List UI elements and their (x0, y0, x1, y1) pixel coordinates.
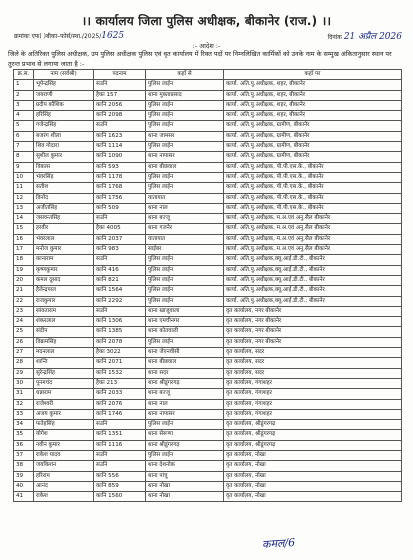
cell-name: नवीन कुमार (34, 440, 94, 450)
table-row (14, 142, 402, 152)
table-row (14, 450, 402, 460)
cell-designation: कानि 2098 (94, 111, 146, 121)
cell-name: राजकुमार (34, 296, 94, 306)
cell-serial: 39 (14, 471, 34, 481)
cell-serial: 18 (14, 255, 34, 265)
cell-serial: 3 (14, 100, 34, 110)
cell-serial: 4 (14, 111, 34, 121)
cell-from: थाना बीछवाल (146, 162, 224, 172)
cell-serial: 28 (14, 358, 34, 368)
cell-designation: कानि 1532 (94, 368, 146, 378)
table-row (14, 430, 402, 440)
cell-name: जयराणी (34, 90, 94, 100)
cell-from: थाना नापासर (146, 409, 224, 419)
cell-serial: 27 (14, 348, 34, 358)
table-row (14, 327, 402, 337)
cell-designation: कानि 1116 (94, 440, 146, 450)
cell-name: अजय कुमार (34, 409, 94, 419)
cell-from: थाना मुक्ताप्रसाद (146, 90, 224, 100)
cell-designation: सउनि (94, 80, 146, 90)
cell-serial: 34 (14, 420, 34, 430)
table-row (14, 214, 402, 224)
cell-to: वृत कार्यालय, नगर बीकानेर (224, 327, 402, 337)
cell-serial: 40 (14, 481, 34, 491)
cell-to: कार्या. अति.पु.अधीक्षक, शहर, बीकानेर (224, 90, 402, 100)
cell-to: कार्या. अति.पु.अधीक्षक, पी.पी.एस.के., बीकानेर (224, 172, 402, 182)
cell-serial: 22 (14, 296, 34, 306)
table-row (14, 90, 402, 100)
cell-to: कार्या. अति.पु.अधीक्षक,क्यू.आई.डी.टी., बीकानेर (224, 296, 402, 306)
cell-to: कार्या. अति.पु.अधीक्षक, पी.पी.एस.के., बीकानेर (224, 162, 402, 172)
cell-to: वृत कार्यालय, गंगाशहर (224, 399, 402, 409)
cell-to: वृत कार्यालय, नोखा (224, 450, 402, 460)
cell-from: थाना जामसर (146, 131, 224, 141)
cell-from: थाना श्रीडूंगरगढ़ (146, 378, 224, 388)
cell-designation: सउनि (94, 461, 146, 471)
cell-from: साईबर (146, 245, 224, 255)
cell-from: थाना श्रीडूंगरगढ़ (146, 440, 224, 450)
cell-to: वृत कार्यालय, गंगाशहर (224, 409, 402, 419)
cell-serial: 13 (14, 203, 34, 213)
order-intro-paragraph: जिले के अतिरिक्त पुलिस अधीक्षक, उप पुलिस अधीक्षक पुलिस एवं वृत कार्यालय में रिक्त पदों पर निम्नलिखित कार्मिकों को उनके नाम के सम्मुख अंकितानुसार स्थान पर तुरन्त प्रभाव से लगाया जाता है :- (8, 50, 392, 68)
cell-name: भूपेन्द्रसिंह (34, 80, 94, 90)
cell-designation: कानि 509 (94, 203, 146, 213)
cell-serial: 2 (14, 90, 34, 100)
cell-name: राकेश यादव (34, 450, 94, 460)
cell-serial: 15 (14, 224, 34, 234)
cell-name: सुशील कुमार (34, 152, 94, 162)
cell-to: कार्या. अति.पु.अधीक्षक, म.अ.एवं अनु.सैल बीकानेर (224, 234, 402, 244)
cell-name: राकेश (34, 492, 94, 502)
cell-to: कार्या. अति.पु.अधीक्षक,क्यू.आई.डी.टी., बीकानेर (224, 265, 402, 275)
header-name: नाम (सर्वश्री) (34, 70, 94, 80)
cell-serial: 26 (14, 337, 34, 347)
cell-to: वृत कार्यालय, नोखा (224, 471, 402, 481)
cell-designation: कानि 1351 (94, 430, 146, 440)
cell-serial: 7 (14, 142, 34, 152)
cell-designation: कानि 1768 (94, 183, 146, 193)
cell-designation: कानि 416 (94, 265, 146, 275)
cell-designation: कानि 2071 (94, 358, 146, 368)
table-row (14, 409, 402, 419)
cell-serial: 36 (14, 440, 34, 450)
cell-name: जयकिशन (34, 461, 94, 471)
cell-serial: 21 (14, 286, 34, 296)
cell-name: प्रदीप कौशिक (34, 100, 94, 110)
cell-designation: कानि 1385 (94, 327, 146, 337)
cell-from: थाना बज्जू (146, 214, 224, 224)
cell-to: वृत कार्यालय, सदर (224, 348, 402, 358)
cell-designation: कानि 2056 (94, 100, 146, 110)
cell-name: पूनमचंद (34, 378, 94, 388)
cell-serial: 31 (14, 389, 34, 399)
header-serial: क्र.स. (14, 70, 34, 80)
table-row (14, 440, 402, 450)
cell-name: धन्नाराम (34, 389, 94, 399)
cell-from: पुलिस लाईन (146, 255, 224, 265)
cell-from: थाना बज्जू (146, 389, 224, 399)
cell-name: शंकरलाल (34, 317, 94, 327)
cell-serial: 30 (14, 378, 34, 388)
cell-to: कार्या. अति.पु.अधीक्षक, म.अ.एवं अनु.सैल बीकानेर (224, 224, 402, 234)
handwritten-signature: कमल/6 (261, 535, 296, 552)
table-row (14, 193, 402, 203)
table-row (14, 389, 402, 399)
cell-from: पुलिस लाईन (146, 296, 224, 306)
cell-from: थाना नोखा (146, 492, 224, 502)
cell-name: कृष्णकुमार (34, 265, 94, 275)
cell-from: थाना गजनेर (146, 224, 224, 234)
cell-designation: हैका 3022 (94, 348, 146, 358)
table-row (14, 471, 402, 481)
cell-designation: कानि 859 (94, 481, 146, 491)
cell-designation: कानि 2033 (94, 389, 146, 399)
header-designation: पदनाम (94, 70, 146, 80)
cell-from: थाना पांचू (146, 471, 224, 481)
cell-to: वृत कार्यालय, श्रीडूंगरगढ़ (224, 420, 402, 430)
table-row (14, 100, 402, 110)
table-row (14, 80, 402, 90)
cell-serial: 11 (14, 183, 34, 193)
cell-designation: हैका 157 (94, 90, 146, 100)
cell-to: कार्या. अति.पु.अधीक्षक, शहर, बीकानेर (224, 80, 402, 90)
cell-to: वृत कार्यालय, गंगाशहर (224, 389, 402, 399)
cell-name: राजेश्वरी (34, 399, 94, 409)
cell-designation: कानि 1178 (94, 172, 146, 182)
cell-from: पुलिस लाईन (146, 80, 224, 90)
cell-designation: सउनि (94, 450, 146, 460)
date-prefix: दिनांक (327, 34, 342, 41)
cell-from: यातायात (146, 193, 224, 203)
cell-from: पुलिस लाईन (146, 450, 224, 460)
cell-serial: 19 (14, 265, 34, 275)
cell-from: थाना देशनोक (146, 461, 224, 471)
cell-name: हरिसिंह (34, 111, 94, 121)
cell-name: विक्रमसिंह (34, 337, 94, 347)
reference-block (14, 31, 124, 41)
table-row (14, 368, 402, 378)
cell-designation: सउनि (94, 420, 146, 430)
table-row (14, 317, 402, 327)
cell-designation: कानि 983 (94, 245, 146, 255)
table-row (14, 234, 402, 244)
cell-designation: हैका 4005 (94, 224, 146, 234)
cell-name: मदनलाल (34, 348, 94, 358)
cell-from: थाना नाल (146, 203, 224, 213)
cell-serial: 20 (14, 275, 34, 285)
cell-name: विकास (34, 162, 94, 172)
cell-designation: सउनि (94, 214, 146, 224)
office-title: ।। कार्यालय जिला पुलिस अधीक्षक, बीकानेर (राज.) ।। (81, 14, 332, 28)
table-header-row (14, 70, 402, 80)
cell-from: पुलिस लाईन (146, 172, 224, 182)
cell-to: कार्या. अति.पु.अधीक्षक, पी.पी.एस.के., बीकानेर (224, 183, 402, 193)
cell-serial: 38 (14, 461, 34, 471)
cell-from: थाना जेएनवीसी (146, 348, 224, 358)
cell-name: जसवन्तसिंह (34, 214, 94, 224)
cell-designation: कानि 593 (94, 162, 146, 172)
cell-designation: कानि 1560 (94, 492, 146, 502)
cell-serial: 12 (14, 193, 34, 203)
cell-designation: कानि 1114 (94, 142, 146, 152)
cell-to: कार्या. अति.पु.अधीक्षक, शहर, बीकानेर (224, 100, 402, 110)
table-row (14, 296, 402, 306)
cell-to: कार्या. अति.पु.अधीक्षक, शहर, बीकानेर (224, 111, 402, 121)
cell-designation: सउनि (94, 255, 146, 265)
reference-prefix: क्रमांकः एफ( )बीका–फोर्स/स्था./2025/ (14, 32, 102, 40)
cell-name: हैलेन्द्रपाल (34, 286, 94, 296)
cell-name: भंवरलाल (34, 234, 94, 244)
cell-designation: कानि 2078 (94, 337, 146, 347)
cell-from: पुलिस लाईन (146, 337, 224, 347)
cell-serial: 25 (14, 327, 34, 337)
cell-from: थाना नाल (146, 399, 224, 409)
cell-designation: कानि 1306 (94, 317, 146, 327)
table-row (14, 286, 402, 296)
table-row (14, 172, 402, 182)
cell-to: वृत कार्यालय, गंगाशहर (224, 378, 402, 388)
cell-serial: 32 (14, 399, 34, 409)
cell-to: वृत कार्यालय, नोखा (224, 492, 402, 502)
table-row (14, 162, 402, 172)
cell-serial: 33 (14, 409, 34, 419)
table-row (14, 481, 402, 491)
cell-to: वृत कार्यालय, नगर बीकानेर (224, 317, 402, 327)
table-row (14, 358, 402, 368)
cell-from: थाना कोतवाली (146, 327, 224, 337)
cell-serial: 41 (14, 492, 34, 502)
cell-to: कार्या. अति.पु.अधीक्षक, ग्रामीण, बीकानेर (224, 131, 402, 141)
cell-designation: कानि 1090 (94, 152, 146, 162)
cell-from: थाना सदर (146, 368, 224, 378)
cell-from: थाना नोखा (146, 481, 224, 491)
header-from: कहाँ से (146, 70, 224, 80)
cell-designation: सउनि (94, 306, 146, 316)
cell-name: सुरेन्द्रसिंह (34, 368, 94, 378)
cell-designation: कानि 821 (94, 275, 146, 285)
table-row (14, 203, 402, 213)
table-row (14, 111, 402, 121)
cell-name: विनोद (34, 193, 94, 203)
cell-name: सांवताराम (34, 306, 94, 316)
cell-name: योगेश (34, 430, 94, 440)
table-row (14, 399, 402, 409)
cell-from: थाना खाजूवाला (146, 306, 224, 316)
table-row (14, 224, 402, 234)
table-row (14, 461, 402, 471)
cell-serial: 6 (14, 131, 34, 141)
table-row (14, 255, 402, 265)
cell-designation: कानि 2076 (94, 399, 146, 409)
cell-designation: कानि 2037 (94, 234, 146, 244)
table-row (14, 337, 402, 347)
cell-serial: 23 (14, 306, 34, 316)
cell-from: थाना एमचीनगर (146, 317, 224, 327)
cell-name: गजेन्द्रसिंह (34, 121, 94, 131)
table-row (14, 121, 402, 131)
cell-name: फतेहसिंह (34, 420, 94, 430)
cell-from: पुलिस लाईन (146, 286, 224, 296)
cell-designation: कानि 1746 (94, 409, 146, 419)
cell-to: कार्या. अति.पु.अधीक्षक, म.अ.एवं अनु.सैल बीकानेर (224, 245, 402, 255)
cell-to: कार्या. अति.पु.अधीक्षक, म.अ.एवं अनु.सैल बीकानेर (224, 214, 402, 224)
posting-table (13, 69, 402, 502)
cell-from: यातायात (146, 234, 224, 244)
table-row (14, 131, 402, 141)
cell-name: आनंद (34, 481, 94, 491)
table-row (14, 306, 402, 316)
cell-designation: कानि 556 (94, 471, 146, 481)
cell-serial: 14 (14, 214, 34, 224)
table-row (14, 492, 402, 502)
cell-serial: 16 (14, 234, 34, 244)
cell-designation: कानि 1756 (94, 193, 146, 203)
cell-from: पुलिस लाईन (146, 183, 224, 193)
cell-name: सतीश (34, 183, 94, 193)
cell-to: वृत कार्यालय, श्रीडूंगरगढ़ (224, 430, 402, 440)
cell-to: कार्या. अति.पु.अधीक्षक, ग्रामीण, बीकानेर (224, 142, 402, 152)
date-value: 21 अप्रैल 2026 (343, 32, 402, 42)
cell-designation: कानि 1564 (94, 286, 146, 296)
table-row (14, 245, 402, 255)
table-row (14, 265, 402, 275)
cell-from: थाना नापासर (146, 152, 224, 162)
cell-serial: 10 (14, 172, 34, 182)
cell-from: पुलिस लाईन (146, 111, 224, 121)
cell-to: कार्या. अति.पु.अधीक्षक, ग्रामीण, बीकानेर (224, 152, 402, 162)
cell-serial: 5 (14, 121, 34, 131)
cell-to: वृत कार्यालय, नगर बीकानेर (224, 337, 402, 347)
table-row (14, 152, 402, 162)
cell-from: पुलिस लाईन (146, 275, 224, 285)
table-row (14, 275, 402, 285)
cell-to: वृत कार्यालय, नोखा (224, 481, 402, 491)
cell-from: पुलिस लाईन (146, 265, 224, 275)
cell-serial: 9 (14, 162, 34, 172)
cell-name: संदीप (34, 327, 94, 337)
order-heading: :- आदेश :- (192, 42, 221, 50)
table-row (14, 183, 402, 193)
cell-name: शान्ति (34, 358, 94, 368)
cell-designation: कानि 1623 (94, 131, 146, 141)
table-body (14, 80, 402, 502)
cell-name: हरवीर (34, 224, 94, 234)
table-row (14, 420, 402, 430)
cell-to: वृत कार्यालय, नोखा (224, 461, 402, 471)
table-row (14, 378, 402, 388)
cell-name: मनोज कुमार (34, 245, 94, 255)
cell-serial: 29 (14, 368, 34, 378)
cell-from: थाना सेरूणा (146, 430, 224, 440)
cell-from: पुलिस लाईन (146, 121, 224, 131)
cell-from: थाना बीछवाल (146, 358, 224, 368)
cell-to: वृत कार्यालय, नगर बीकानेर (224, 306, 402, 316)
cell-from: पुलिस लाईन (146, 420, 224, 430)
cell-from: पुलिस लाईन (146, 142, 224, 152)
cell-designation: सउनि (94, 121, 146, 131)
cell-serial: 35 (14, 430, 34, 440)
cell-serial: 8 (14, 152, 34, 162)
cell-to: वृत कार्यालय, सदर (224, 358, 402, 368)
cell-name: अजीतसिंह (34, 203, 94, 213)
cell-from: पुलिस लाईन (146, 100, 224, 110)
cell-to: वृत कार्यालय, श्रीडूंगरगढ़ (224, 440, 402, 450)
reference-number: 1625 (101, 30, 125, 41)
cell-to: कार्या. अति.पु.अधीक्षक,क्यू.आई.डी.टी., बीकानेर (224, 275, 402, 285)
cell-to: कार्या. अति.पु.अधीक्षक, पी.पी.एस.के., बीकानेर (224, 193, 402, 203)
cell-name: कानाराम (34, 255, 94, 265)
cell-name: हरिराम (34, 471, 94, 481)
cell-to: कार्या. अति.पु.अधीक्षक, ग्रामीण, बीकानेर (224, 121, 402, 131)
cell-serial: 17 (14, 245, 34, 255)
cell-serial: 1 (14, 80, 34, 90)
cell-designation: हैका 213 (94, 378, 146, 388)
cell-to: कार्या. अति.पु.अधीक्षक,क्यू.आई.डी.टी., बीकानेर (224, 286, 402, 296)
table-row (14, 348, 402, 358)
cell-to: वृत कार्यालय, सदर (224, 368, 402, 378)
cell-name: शिव गोदारा (34, 142, 94, 152)
cell-name: बजरंग शीला (34, 131, 94, 141)
cell-to: कार्या. अति.पु.अधीक्षक,क्यू.आई.डी.टी., बीकानेर (224, 255, 402, 265)
cell-serial: 37 (14, 450, 34, 460)
cell-name: भंवरसिंह (34, 172, 94, 182)
cell-serial: 24 (14, 317, 34, 327)
cell-name: कमल दूसाद (34, 275, 94, 285)
cell-to: कार्या. अति.पु.अधीक्षक, पी.पी.एस.के., बीकानेर (224, 203, 402, 213)
header-to: कहाँ पर (224, 70, 402, 80)
cell-designation: कानि 2292 (94, 296, 146, 306)
